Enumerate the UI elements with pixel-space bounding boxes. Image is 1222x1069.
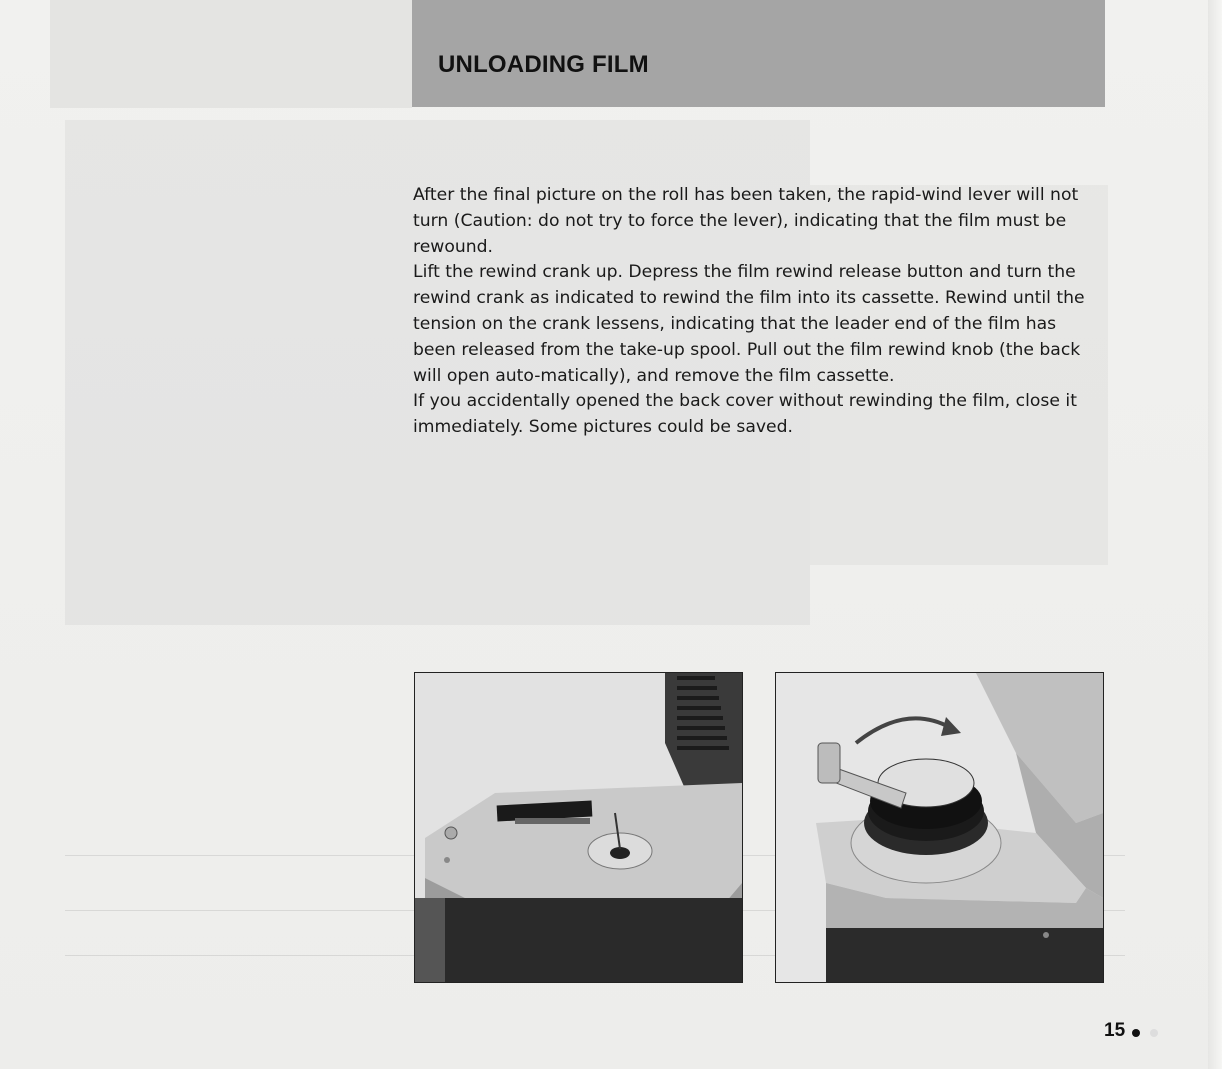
page-marker-dot-faint [1150,1029,1158,1037]
page-marker-dot [1132,1029,1140,1037]
section-header [412,0,1105,107]
page-edge [1208,0,1222,1069]
photo-rewind-crank [775,672,1104,983]
bleed-through-band [50,0,412,108]
page-title: UNLOADING FILM [438,51,649,78]
paragraph-final-picture: After the final picture on the roll has been taken, the rapid-wind lever will not turn (Caution: do not try to force the lever), indicating that the film must be rewound. [413,185,1079,257]
paragraph-accidental-open: If you accidentally opened the back cover without rewinding the film, close it immediately. Some pictures could be saved. [413,391,1077,438]
instructions-text [413,183,1093,441]
page-number: 15 [1104,1020,1126,1041]
paragraph-rewind-steps: Lift the rewind crank up. Depress the film rewind release button and turn the rewind crank as indicated to rewind the film into its cassette. Rewind until the tension on the crank lessens, indicating that the leader end of the film has been released from the take-up spool. Pull out the film rewind knob (the back will open auto-matically), and remove the film cassette. [413,262,1085,386]
photo-rewind-release-button [414,672,743,983]
